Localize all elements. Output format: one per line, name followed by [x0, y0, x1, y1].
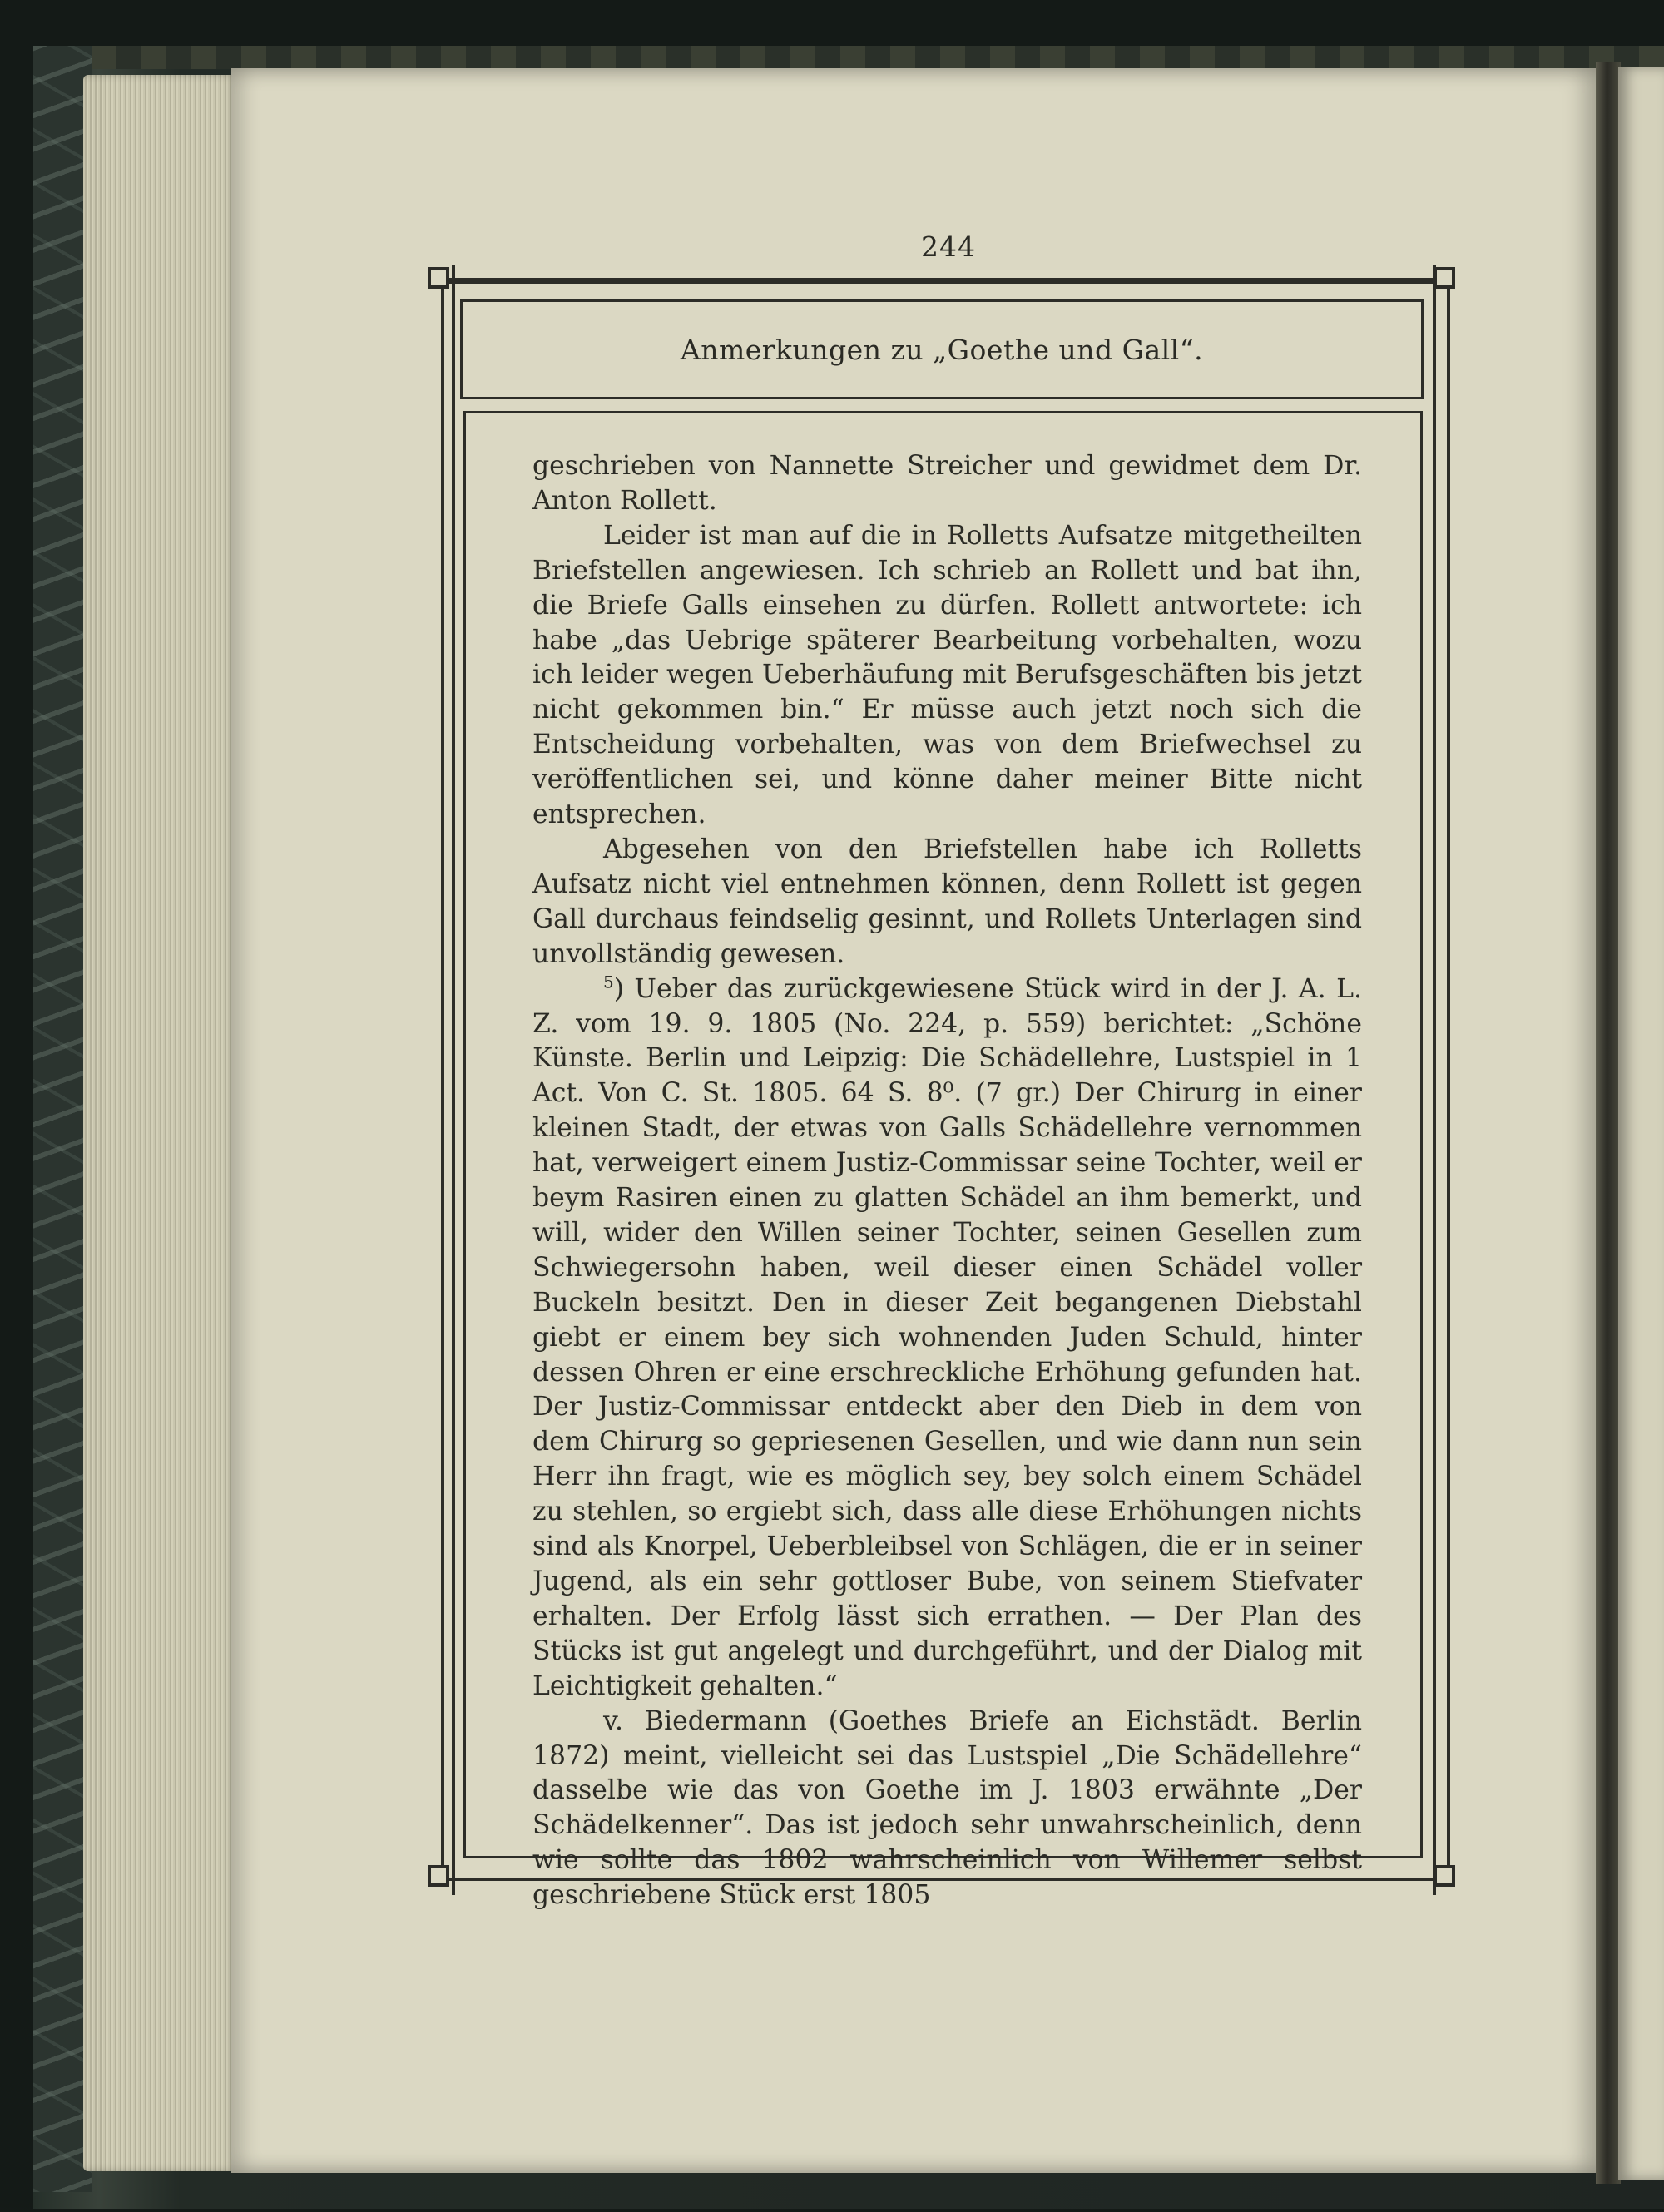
frame-corner-top-left: [428, 267, 449, 289]
paragraph: v. Biedermann (Goethes Briefe an Eichstädt. Berlin 1872) meint, vielleicht sei das Lustspiel „Die Schädellehre“ dasselbe wie das von Goethe im J. 1803 erwähnte „Der Schädelkenner“. Das ist jedoch sehr unwahrscheinlich, denn wie sollte das 1802 wahrscheinlich von Willemer selbst geschriebene Stück erst 1805: [532, 1705, 1362, 1911]
footnote-marker: 5: [603, 972, 614, 992]
page-number: 244: [921, 230, 976, 263]
frame-corner-top-right: [1434, 267, 1455, 289]
section-title: Anmerkungen zu „Goethe und Gall“.: [680, 333, 1204, 366]
paragraph: geschrieben von Nannette Streicher und gewidmet dem Dr. Anton Rollett.: [532, 451, 1362, 516]
paragraph-footnote: [532, 972, 1362, 1705]
facing-page-edge: [1618, 67, 1664, 2180]
book-gutter: [1596, 62, 1621, 2184]
frame-left-rule: [452, 265, 455, 1895]
frame-right-rule: [1433, 265, 1436, 1895]
paragraph: Abgesehen von den Briefstellen habe ich Rolletts Aufsatz nicht viel entnehmen können, denn Rollett ist gegen Gall durchaus feindselig gesinnt, und Rollets Unterlagen sind unvollständig gewesen.: [532, 834, 1362, 969]
page-edges: [83, 75, 237, 2171]
frame-corner-bottom-left: [428, 1865, 449, 1887]
footnote-text: ) Ueber das zurückgewiesene Stück wird in der J. A. L. Z. vom 19. 9. 1805 (No. 224, p. 559) berichtet: „Schöne Künste. Berlin und Leipzig: Die Schädellehre, Lustspiel in 1 Act. Von C. St. 1805. 64 S. 8⁰. (7 gr.) Der Chirurg in einer kleinen Stadt, der etwas von Galls Schädellehre vernommen hat, verweigert einem Justiz-Commissar seine Tochter, weil er beym Rasiren einen zu glatten Schädel an ihm bemerkt, und will, wider den Willen seiner Tochter, seinen Gesellen zum Schwiegersohn haben, weil dieser einen Schädel voller Buckeln besitzt. Den in dieser Zeit begangenen Diebstahl giebt er einem bey sich wohnenden Juden Schuld, hinter dessen Ohren er eine erschreckliche Erhöhung gefunden hat. Der Justiz-Commissar entdeckt aber den Dieb in dem von dem Chirurg so gepriesenen Gesellen, und wie dann nun sein Herr ihn fragt, wie es möglich sey, bey solch einem Schädel zu stehlen, so ergiebt sich, dass alle diese Erhöhungen nichts sind als Knorpel, Ueberbleibsel von Schlägen, die er in seiner Jugend, als ein sehr gottloser Bube, von seinem Stiefvater erhalten. Der Erfolg lässt sich errathen. — Der Plan des Stücks ist gut angelegt und durchgeführt, und der Dialog mit Leichtigkeit gehalten.“: [532, 973, 1362, 1701]
paragraph: Leider ist man auf die in Rolletts Aufsatze mitgetheilten Briefstellen angewiesen. Ich schrieb an Rollett und bat ihn, die Briefe Galls einsehen zu dürfen. Rollett antwortete: ich habe „das Uebrige späterer Bearbeitung vorbehalten, wozu ich leider wegen Ueberhäufung mit Berufsgeschäften bis jetzt nicht gekommen bin.“ Er müsse auch jetzt noch sich die Entscheidung vorbehalten, was von dem Briefwechsel zu veröffentlichen sei, und könne daher meiner Bitte nicht entsprechen.: [532, 520, 1362, 830]
book-spine-edge: [92, 46, 1664, 69]
frame-corner-bottom-right: [1434, 1865, 1455, 1887]
body-text: [532, 449, 1362, 1913]
frame-top-rule: [438, 278, 1453, 281]
section-title-box: [460, 299, 1424, 399]
